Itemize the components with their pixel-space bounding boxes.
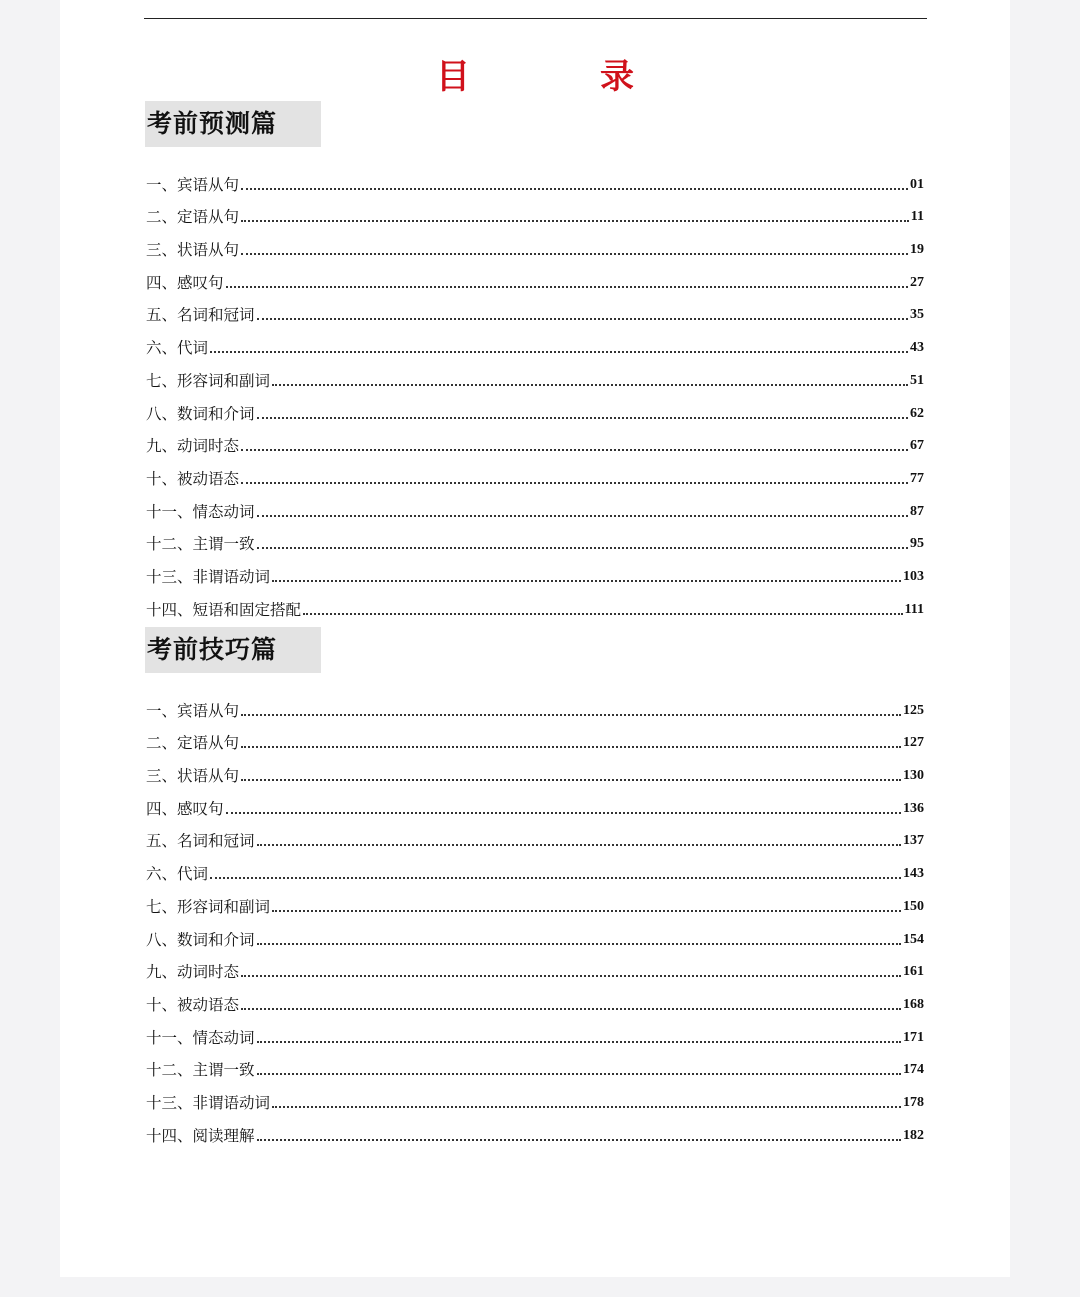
toc-entry[interactable] <box>146 195 924 228</box>
toc-entry-label: 六、代词 <box>146 865 209 884</box>
toc-entry[interactable] <box>146 688 924 721</box>
toc-entry-page-number: 62 <box>910 405 924 421</box>
toc-entry-label: 一、宾语从句 <box>146 175 240 194</box>
toc-entry[interactable] <box>146 554 924 587</box>
toc-entry-label: 十四、短语和固定搭配 <box>146 600 302 619</box>
toc-entry-page-number: 154 <box>903 931 924 947</box>
dot-leader <box>257 1073 901 1075</box>
toc-entry-page-number: 174 <box>903 1062 924 1078</box>
toc-entry-page-number: 143 <box>903 866 924 882</box>
toc-entry-page-number: 11 <box>910 209 924 225</box>
dot-leader <box>257 943 901 945</box>
toc-entry[interactable] <box>146 1113 924 1146</box>
toc-entry[interactable] <box>146 162 924 195</box>
toc-list-skills <box>146 688 924 1146</box>
header-rule <box>144 18 927 19</box>
dot-leader <box>272 1106 901 1108</box>
toc-entry[interactable] <box>146 917 924 950</box>
toc-entry[interactable] <box>146 325 924 358</box>
dot-leader <box>241 188 908 190</box>
toc-entry-label: 四、感叹句 <box>146 799 224 818</box>
toc-entry-label: 十四、阅读理解 <box>146 1126 255 1145</box>
dot-leader <box>241 779 901 781</box>
dot-leader <box>241 449 908 451</box>
section-heading-skills: 考前技巧篇 <box>145 627 321 673</box>
toc-entry-label: 十、被动语态 <box>146 995 240 1014</box>
toc-entry-label: 十三、非谓语动词 <box>146 1093 271 1112</box>
toc-entry-label: 一、宾语从句 <box>146 701 240 720</box>
toc-entry-label: 十、被动语态 <box>146 469 240 488</box>
dot-leader <box>226 286 908 288</box>
toc-entry-page-number: 87 <box>910 503 924 519</box>
toc-entry[interactable] <box>146 424 924 457</box>
toc-list-prediction <box>146 162 924 620</box>
dot-leader <box>257 844 901 846</box>
toc-entry[interactable] <box>146 982 924 1015</box>
toc-entry[interactable] <box>146 489 924 522</box>
toc-entry-label: 八、数词和介词 <box>146 404 255 423</box>
toc-entry-page-number: 77 <box>910 470 924 486</box>
toc-entry-page-number: 27 <box>910 274 924 290</box>
dot-leader <box>257 1139 901 1141</box>
toc-entry[interactable] <box>146 456 924 489</box>
toc-entry-label: 十一、情态动词 <box>146 1028 255 1047</box>
dot-leader <box>272 580 901 582</box>
toc-entry-label: 五、名词和冠词 <box>146 306 255 325</box>
toc-entry[interactable] <box>146 227 924 260</box>
document-page <box>60 0 1010 1277</box>
dot-leader <box>226 812 901 814</box>
toc-entry[interactable] <box>146 1015 924 1048</box>
toc-entry-page-number: 35 <box>910 307 924 323</box>
toc-entry-page-number: 51 <box>910 372 924 388</box>
toc-entry-label: 二、定语从句 <box>146 208 240 227</box>
dot-leader <box>257 515 908 517</box>
dot-leader <box>241 253 908 255</box>
dot-leader <box>303 613 903 615</box>
toc-entry[interactable] <box>146 819 924 852</box>
dot-leader <box>210 351 908 353</box>
toc-entry-page-number: 137 <box>903 833 924 849</box>
dot-leader <box>210 877 901 879</box>
toc-entry[interactable] <box>146 753 924 786</box>
dot-leader <box>241 1008 901 1010</box>
toc-entry-label: 三、状语从句 <box>146 241 240 260</box>
toc-entry-label: 三、状语从句 <box>146 767 240 786</box>
toc-entry[interactable] <box>146 721 924 754</box>
dot-leader <box>241 714 901 716</box>
toc-entry-page-number: 161 <box>903 964 924 980</box>
dot-leader <box>257 1041 901 1043</box>
toc-entry-page-number: 168 <box>903 996 924 1012</box>
toc-entry[interactable] <box>146 1080 924 1113</box>
toc-entry[interactable] <box>146 884 924 917</box>
toc-entry-page-number: 43 <box>910 340 924 356</box>
toc-entry-label: 八、数词和介词 <box>146 930 255 949</box>
toc-entry[interactable] <box>146 260 924 293</box>
dot-leader <box>241 746 901 748</box>
section-heading-prediction: 考前预测篇 <box>145 101 321 147</box>
dot-leader <box>257 318 908 320</box>
dot-leader <box>272 384 908 386</box>
toc-entry-page-number: 19 <box>910 242 924 258</box>
toc-entry-label: 七、形容词和副词 <box>146 371 271 390</box>
toc-entry[interactable] <box>146 293 924 326</box>
toc-entry-page-number: 01 <box>910 176 924 192</box>
toc-entry[interactable] <box>146 1048 924 1081</box>
toc-entry-label: 五、名词和冠词 <box>146 832 255 851</box>
toc-entry-page-number: 67 <box>910 438 924 454</box>
toc-entry-page-number: 178 <box>903 1094 924 1110</box>
toc-entry[interactable] <box>146 391 924 424</box>
toc-entry[interactable] <box>146 851 924 884</box>
toc-entry-page-number: 150 <box>903 898 924 914</box>
toc-entry-label: 七、形容词和副词 <box>146 897 271 916</box>
toc-entry-label: 九、动词时态 <box>146 963 240 982</box>
page-title: 目 录 <box>436 57 682 97</box>
toc-entry[interactable] <box>146 786 924 819</box>
toc-entry[interactable] <box>146 358 924 391</box>
toc-entry-page-number: 182 <box>903 1127 924 1143</box>
dot-leader <box>257 547 908 549</box>
toc-entry-label: 十二、主谓一致 <box>146 1061 255 1080</box>
toc-entry-label: 四、感叹句 <box>146 273 224 292</box>
toc-entry-page-number: 95 <box>910 536 924 552</box>
toc-entry[interactable] <box>146 950 924 983</box>
dot-leader <box>241 482 908 484</box>
dot-leader <box>241 220 909 222</box>
dot-leader <box>272 910 901 912</box>
toc-entry-label: 九、动词时态 <box>146 437 240 456</box>
dot-leader <box>257 417 908 419</box>
toc-entry[interactable] <box>146 522 924 555</box>
toc-entry-label: 六、代词 <box>146 339 209 358</box>
toc-entry-page-number: 130 <box>903 768 924 784</box>
toc-entry-page-number: 111 <box>904 601 924 617</box>
toc-entry-label: 十二、主谓一致 <box>146 535 255 554</box>
toc-entry-page-number: 136 <box>903 800 924 816</box>
toc-entry-label: 十一、情态动词 <box>146 502 255 521</box>
toc-entry-page-number: 103 <box>903 568 924 584</box>
dot-leader <box>241 975 901 977</box>
toc-entry[interactable] <box>146 587 924 620</box>
toc-entry-label: 二、定语从句 <box>146 734 240 753</box>
toc-entry-page-number: 125 <box>903 702 924 718</box>
toc-entry-label: 十三、非谓语动词 <box>146 567 271 586</box>
toc-entry-page-number: 171 <box>903 1029 924 1045</box>
toc-entry-page-number: 127 <box>903 735 924 751</box>
